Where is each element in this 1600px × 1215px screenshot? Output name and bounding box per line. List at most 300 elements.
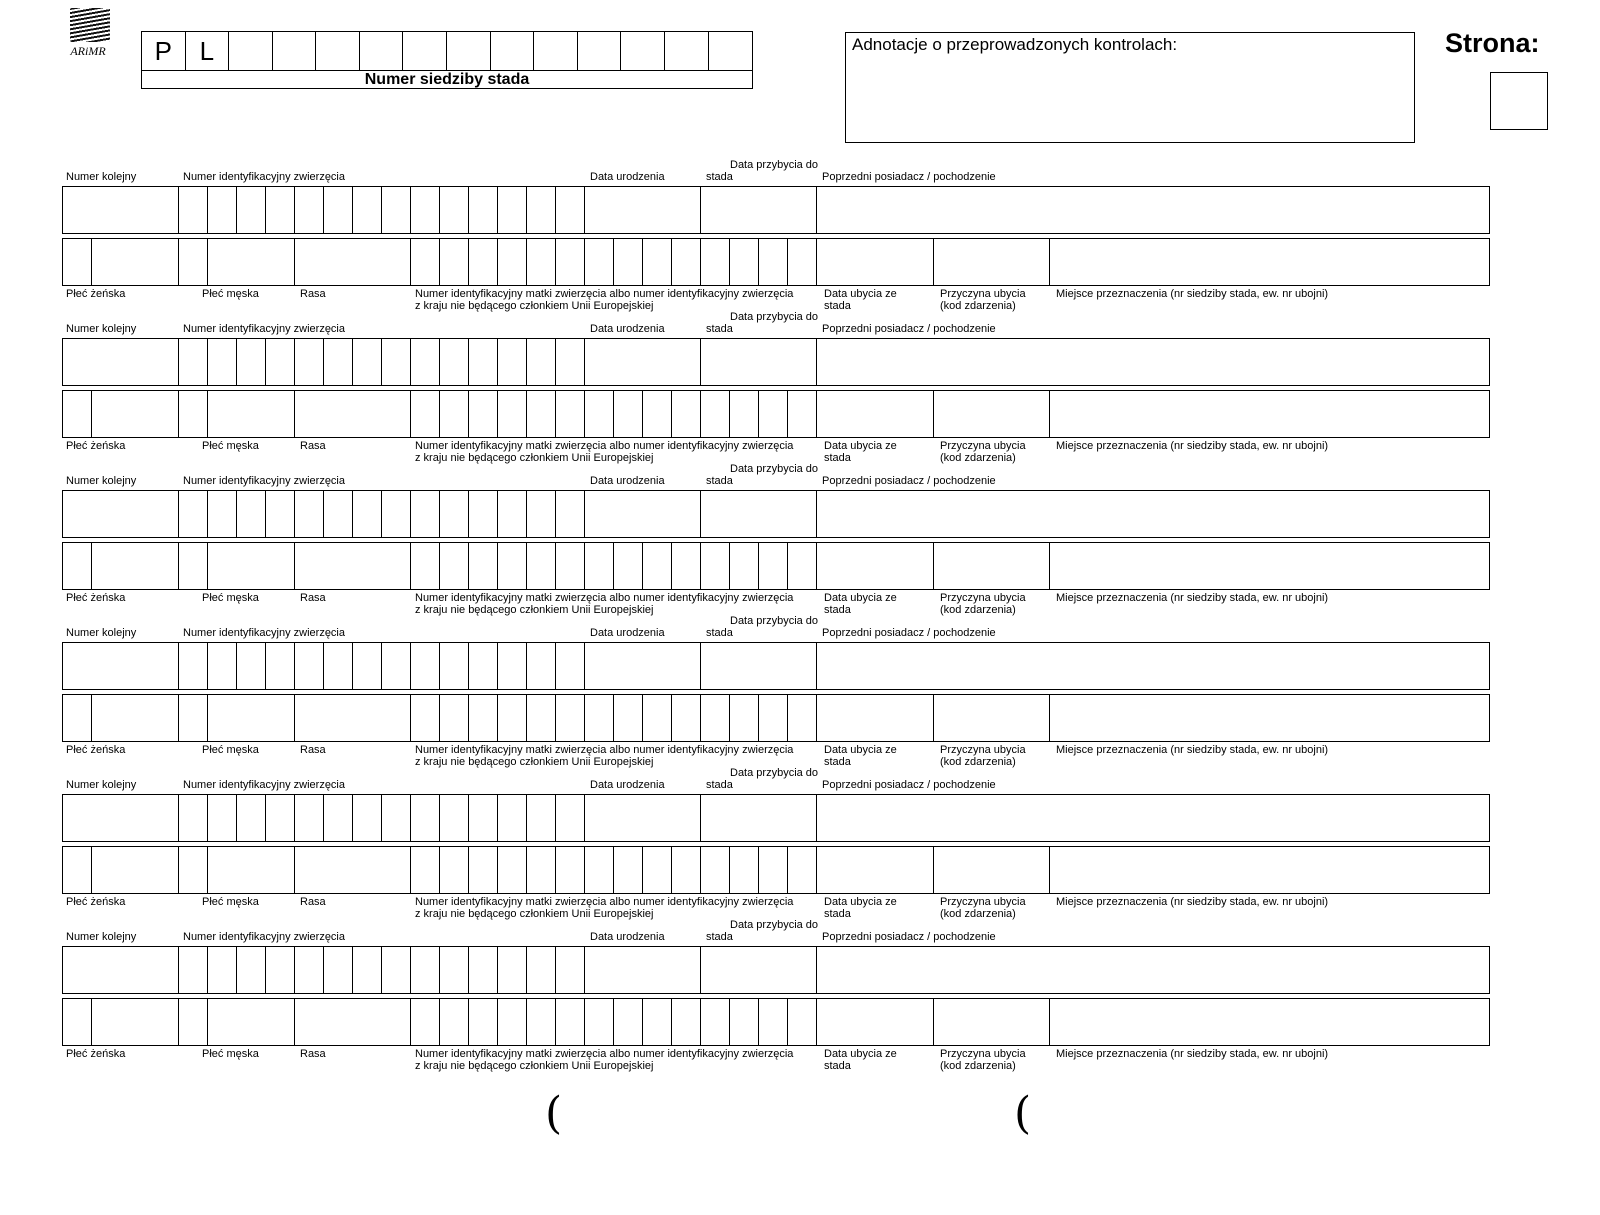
cell-divider <box>1049 391 1050 437</box>
arrival-date-label-cont: stada <box>706 627 733 639</box>
cell-divider <box>439 491 440 537</box>
cell-divider <box>323 795 324 841</box>
cell-divider <box>729 999 730 1045</box>
cell-divider <box>352 643 353 689</box>
cell-divider <box>468 491 469 537</box>
cell-divider <box>323 643 324 689</box>
arrival-date-label: Data przybycia do <box>730 919 819 931</box>
removal-reason-label: Przyczyna ubycia <box>940 744 1026 756</box>
cell-divider <box>729 543 730 589</box>
female-label: Płeć żeńska <box>66 440 126 452</box>
cell-divider <box>584 847 585 893</box>
removal-date-label: Data ubycia ze <box>824 592 897 604</box>
removal-reason-label: Przyczyna ubycia <box>940 896 1026 908</box>
cell-divider <box>526 543 527 589</box>
cell-divider <box>236 339 237 385</box>
cell-divider <box>1049 999 1050 1045</box>
record-row-top[interactable] <box>62 794 1490 842</box>
cell-divider <box>352 187 353 233</box>
breed-label: Rasa <box>300 592 326 604</box>
cell-divider <box>729 239 730 285</box>
cell-divider <box>410 187 411 233</box>
cell-divider <box>729 695 730 741</box>
cell-divider <box>787 695 788 741</box>
cell-divider <box>816 543 817 589</box>
cell-divider <box>468 187 469 233</box>
cell-divider <box>526 643 527 689</box>
cell-divider <box>410 795 411 841</box>
removal-reason-label-cont: (kod zdarzenia) <box>940 908 1016 920</box>
cell-divider <box>526 695 527 741</box>
mother-id-label-cont: z kraju nie będącego członkiem Unii Europejskiej <box>415 604 654 616</box>
mother-id-label-cont: z kraju nie będącego członkiem Unii Europejskiej <box>415 452 654 464</box>
seq-no-label: Numer kolejny <box>66 627 137 639</box>
cell-divider <box>294 643 295 689</box>
cell-divider <box>410 999 411 1045</box>
cell-divider <box>671 239 672 285</box>
destination-label: Miejsce przeznaczenia (nr siedziby stada, ew. nr ubojni) <box>1056 744 1329 756</box>
cell-divider <box>526 795 527 841</box>
record-row-bottom[interactable] <box>62 846 1490 894</box>
cell-divider <box>497 643 498 689</box>
cell-divider <box>700 695 701 741</box>
cell-divider <box>381 491 382 537</box>
cell-divider <box>91 391 92 437</box>
cell-divider <box>439 999 440 1045</box>
arrival-date-label: Data przybycia do <box>730 311 819 323</box>
prev-owner-label: Poprzedni posiadacz / pochodzenie <box>822 323 996 335</box>
removal-reason-label-cont: (kod zdarzenia) <box>940 300 1016 312</box>
cell-divider <box>410 947 411 993</box>
arrival-date-label-cont: stada <box>706 475 733 487</box>
removal-reason-label: Przyczyna ubycia <box>940 288 1026 300</box>
mother-id-label-cont: z kraju nie będącego członkiem Unii Europejskiej <box>415 756 654 768</box>
cell-divider <box>439 847 440 893</box>
cell-divider <box>352 339 353 385</box>
cell-divider <box>584 339 585 385</box>
removal-date-label-cont: stada <box>824 1060 851 1072</box>
cell-divider <box>323 339 324 385</box>
cell-divider <box>526 391 527 437</box>
cell-divider <box>758 695 759 741</box>
cell-divider <box>265 187 266 233</box>
record-row-top[interactable] <box>62 490 1490 538</box>
cell-divider <box>526 239 527 285</box>
cell-divider <box>787 847 788 893</box>
herd-number-cell[interactable] <box>316 32 360 70</box>
cell-divider <box>816 491 817 537</box>
cell-divider <box>352 491 353 537</box>
cell-divider <box>294 491 295 537</box>
cell-divider <box>526 847 527 893</box>
removal-reason-label-cont: (kod zdarzenia) <box>940 604 1016 616</box>
herd-number-cell[interactable] <box>665 32 709 70</box>
birth-date-label: Data urodzenia <box>590 323 665 335</box>
cell-divider <box>207 795 208 841</box>
cell-divider <box>178 391 179 437</box>
animal-id-label: Numer identyfikacyjny zwierzęcia <box>183 475 345 487</box>
cell-divider <box>584 391 585 437</box>
cell-divider <box>207 643 208 689</box>
cell-divider <box>468 391 469 437</box>
cell-divider <box>613 391 614 437</box>
herd-number-label: Numer siedziby stada <box>364 71 530 88</box>
male-label: Płeć męska <box>202 440 259 452</box>
cell-divider <box>700 491 701 537</box>
cell-divider <box>729 391 730 437</box>
cell-divider <box>497 339 498 385</box>
removal-date-label: Data ubycia ze <box>824 1048 897 1060</box>
mother-id-label: Numer identyfikacyjny matki zwierzęcia albo numer identyfikacyjny zwierzęcia <box>415 896 794 908</box>
cell-divider <box>178 795 179 841</box>
record-row-top[interactable] <box>62 946 1490 994</box>
removal-reason-label-cont: (kod zdarzenia) <box>940 452 1016 464</box>
destination-label: Miejsce przeznaczenia (nr siedziby stada, ew. nr ubojni) <box>1056 592 1329 604</box>
cell-divider <box>816 795 817 841</box>
cell-divider <box>294 847 295 893</box>
herd-number-cells <box>142 32 752 71</box>
cell-divider <box>178 491 179 537</box>
female-label: Płeć żeńska <box>66 288 126 300</box>
prev-owner-label: Poprzedni posiadacz / pochodzenie <box>822 171 996 183</box>
cell-divider <box>178 239 179 285</box>
herd-number-cell[interactable] <box>403 32 447 70</box>
male-label: Płeć męska <box>202 1048 259 1060</box>
cell-divider <box>671 391 672 437</box>
cell-divider <box>323 491 324 537</box>
cell-divider <box>671 999 672 1045</box>
cell-divider <box>439 391 440 437</box>
cell-divider <box>700 543 701 589</box>
cell-divider <box>381 643 382 689</box>
removal-date-label-cont: stada <box>824 756 851 768</box>
herd-number-cell[interactable] <box>360 32 404 70</box>
cell-divider <box>468 795 469 841</box>
herd-number-cell[interactable] <box>447 32 491 70</box>
cell-divider <box>584 239 585 285</box>
removal-date-label: Data ubycia ze <box>824 744 897 756</box>
mother-id-label: Numer identyfikacyjny matki zwierzęcia albo numer identyfikacyjny zwierzęcia <box>415 1048 794 1060</box>
herd-number-cell[interactable] <box>491 32 535 70</box>
cell-divider <box>207 847 208 893</box>
cell-divider <box>526 999 527 1045</box>
cell-divider <box>497 847 498 893</box>
cell-divider <box>410 543 411 589</box>
cell-divider <box>207 239 208 285</box>
female-label: Płeć żeńska <box>66 744 126 756</box>
cell-divider <box>497 239 498 285</box>
cell-divider <box>91 695 92 741</box>
breed-label: Rasa <box>300 288 326 300</box>
cell-divider <box>584 947 585 993</box>
mother-id-label: Numer identyfikacyjny matki zwierzęcia albo numer identyfikacyjny zwierzęcia <box>415 744 794 756</box>
cell-divider <box>439 543 440 589</box>
cell-divider <box>758 999 759 1045</box>
cell-divider <box>555 795 556 841</box>
prev-owner-label: Poprzedni posiadacz / pochodzenie <box>822 931 996 943</box>
birth-date-label: Data urodzenia <box>590 475 665 487</box>
cell-divider <box>642 391 643 437</box>
arrival-date-label: Data przybycia do <box>730 463 819 475</box>
cell-divider <box>816 391 817 437</box>
breed-label: Rasa <box>300 896 326 908</box>
cell-divider <box>816 187 817 233</box>
cell-divider <box>178 947 179 993</box>
removal-reason-label: Przyczyna ubycia <box>940 440 1026 452</box>
cell-divider <box>91 239 92 285</box>
record-row-bottom[interactable] <box>62 238 1490 286</box>
page-number-box[interactable] <box>1490 72 1548 130</box>
cell-divider <box>381 339 382 385</box>
male-label: Płeć męska <box>202 592 259 604</box>
cell-divider <box>265 339 266 385</box>
cell-divider <box>294 339 295 385</box>
breed-label: Rasa <box>300 1048 326 1060</box>
cell-divider <box>816 947 817 993</box>
cell-divider <box>700 239 701 285</box>
cell-divider <box>207 695 208 741</box>
herd-number-cell[interactable] <box>709 32 753 70</box>
record-row-top[interactable] <box>62 642 1490 690</box>
cell-divider <box>671 543 672 589</box>
cell-divider <box>294 999 295 1045</box>
cell-divider <box>323 947 324 993</box>
cell-divider <box>555 999 556 1045</box>
cell-divider <box>236 643 237 689</box>
cell-divider <box>613 695 614 741</box>
cell-divider <box>584 643 585 689</box>
removal-date-label: Data ubycia ze <box>824 440 897 452</box>
birth-date-label: Data urodzenia <box>590 931 665 943</box>
annotations-label: Adnotacje o przeprowadzonych kontrolach: <box>852 35 1178 54</box>
mother-id-label: Numer identyfikacyjny matki zwierzęcia albo numer identyfikacyjny zwierzęcia <box>415 592 794 604</box>
arrival-date-label: Data przybycia do <box>730 159 819 171</box>
mother-id-label-cont: z kraju nie będącego członkiem Unii Europejskiej <box>415 1060 654 1072</box>
cell-divider <box>468 947 469 993</box>
cell-divider <box>178 847 179 893</box>
cell-divider <box>410 643 411 689</box>
cell-divider <box>700 999 701 1045</box>
cell-divider <box>555 643 556 689</box>
removal-reason-label: Przyczyna ubycia <box>940 592 1026 604</box>
cell-divider <box>758 847 759 893</box>
cell-divider <box>207 947 208 993</box>
cell-divider <box>207 543 208 589</box>
cell-divider <box>758 391 759 437</box>
male-label: Płeć męska <box>202 744 259 756</box>
cell-divider <box>410 695 411 741</box>
cell-divider <box>352 795 353 841</box>
cell-divider <box>933 543 934 589</box>
destination-label: Miejsce przeznaczenia (nr siedziby stada, ew. nr ubojni) <box>1056 288 1329 300</box>
cell-divider <box>584 795 585 841</box>
prev-owner-label: Poprzedni posiadacz / pochodzenie <box>822 475 996 487</box>
removal-date-label: Data ubycia ze <box>824 288 897 300</box>
mother-id-label: Numer identyfikacyjny matki zwierzęcia albo numer identyfikacyjny zwierzęcia <box>415 440 794 452</box>
cell-divider <box>584 695 585 741</box>
cell-divider <box>207 339 208 385</box>
cell-divider <box>236 947 237 993</box>
cell-divider <box>933 999 934 1045</box>
animal-id-label: Numer identyfikacyjny zwierzęcia <box>183 171 345 183</box>
cell-divider <box>265 643 266 689</box>
annotations-box[interactable] <box>845 32 1415 143</box>
cell-divider <box>468 239 469 285</box>
cell-divider <box>497 695 498 741</box>
cell-divider <box>584 491 585 537</box>
cell-divider <box>933 847 934 893</box>
cell-divider <box>265 491 266 537</box>
cell-divider <box>613 999 614 1045</box>
cell-divider <box>642 239 643 285</box>
cell-divider <box>933 239 934 285</box>
cell-divider <box>439 643 440 689</box>
arimr-logo-icon <box>70 8 110 42</box>
cell-divider <box>439 695 440 741</box>
birth-date-label: Data urodzenia <box>590 779 665 791</box>
cell-divider <box>700 643 701 689</box>
arrival-date-label-cont: stada <box>706 931 733 943</box>
seq-no-label: Numer kolejny <box>66 475 137 487</box>
cell-divider <box>410 847 411 893</box>
removal-reason-label-cont: (kod zdarzenia) <box>940 1060 1016 1072</box>
cell-divider <box>671 847 672 893</box>
herd-number-cell[interactable] <box>578 32 622 70</box>
breed-label: Rasa <box>300 440 326 452</box>
cell-divider <box>613 847 614 893</box>
cell-divider <box>787 543 788 589</box>
cell-divider <box>439 239 440 285</box>
removal-date-label-cont: stada <box>824 908 851 920</box>
seq-no-label: Numer kolejny <box>66 323 137 335</box>
cell-divider <box>642 999 643 1045</box>
cell-divider <box>207 491 208 537</box>
cell-divider <box>265 795 266 841</box>
female-label: Płeć żeńska <box>66 592 126 604</box>
prev-owner-label: Poprzedni posiadacz / pochodzenie <box>822 779 996 791</box>
cell-divider <box>410 491 411 537</box>
cell-divider <box>700 947 701 993</box>
hole-mark-right: ( <box>1014 1088 1032 1139</box>
cell-divider <box>758 543 759 589</box>
arrival-date-label: Data przybycia do <box>730 615 819 627</box>
cell-divider <box>555 491 556 537</box>
breed-label: Rasa <box>300 744 326 756</box>
seq-no-label: Numer kolejny <box>66 931 137 943</box>
cell-divider <box>294 239 295 285</box>
mother-id-label: Numer identyfikacyjny matki zwierzęcia albo numer identyfikacyjny zwierzęcia <box>415 288 794 300</box>
female-label: Płeć żeńska <box>66 896 126 908</box>
removal-date-label: Data ubycia ze <box>824 896 897 908</box>
cell-divider <box>787 239 788 285</box>
cell-divider <box>1049 543 1050 589</box>
cell-divider <box>207 187 208 233</box>
record-row-bottom[interactable] <box>62 542 1490 590</box>
arrival-date-label-cont: stada <box>706 779 733 791</box>
animal-id-label: Numer identyfikacyjny zwierzęcia <box>183 323 345 335</box>
cell-divider <box>584 999 585 1045</box>
cell-divider <box>439 947 440 993</box>
cell-divider <box>468 543 469 589</box>
cell-divider <box>294 391 295 437</box>
logo-text: ARiMR <box>70 44 106 58</box>
arrival-date-label-cont: stada <box>706 323 733 335</box>
cell-divider <box>497 187 498 233</box>
cell-divider <box>294 795 295 841</box>
cell-divider <box>439 339 440 385</box>
cell-divider <box>526 491 527 537</box>
cell-divider <box>439 187 440 233</box>
cell-divider <box>352 947 353 993</box>
cell-divider <box>555 543 556 589</box>
record-row-top[interactable] <box>62 186 1490 234</box>
cell-divider <box>381 795 382 841</box>
page-label: Strona: <box>1445 28 1540 58</box>
cell-divider <box>294 543 295 589</box>
cell-divider <box>91 543 92 589</box>
removal-date-label-cont: stada <box>824 604 851 616</box>
herd-number-cell[interactable] <box>229 32 273 70</box>
cell-divider <box>787 391 788 437</box>
cell-divider <box>816 847 817 893</box>
removal-reason-label: Przyczyna ubycia <box>940 1048 1026 1060</box>
herd-number-cell[interactable]: L <box>186 32 230 70</box>
cell-divider <box>700 847 701 893</box>
cell-divider <box>555 847 556 893</box>
cell-divider <box>468 847 469 893</box>
removal-date-label-cont: stada <box>824 452 851 464</box>
cell-divider <box>816 339 817 385</box>
record-row-bottom[interactable] <box>62 390 1490 438</box>
destination-label: Miejsce przeznaczenia (nr siedziby stada, ew. nr ubojni) <box>1056 1048 1329 1060</box>
cell-divider <box>1049 239 1050 285</box>
cell-divider <box>526 947 527 993</box>
cell-divider <box>700 187 701 233</box>
cell-divider <box>816 695 817 741</box>
herd-number-field <box>141 31 753 89</box>
destination-label: Miejsce przeznaczenia (nr siedziby stada, ew. nr ubojni) <box>1056 440 1329 452</box>
cell-divider <box>497 999 498 1045</box>
cell-divider <box>700 391 701 437</box>
mother-id-label-cont: z kraju nie będącego członkiem Unii Europejskiej <box>415 300 654 312</box>
record-row-bottom[interactable] <box>62 694 1490 742</box>
cell-divider <box>933 695 934 741</box>
record-row-bottom[interactable] <box>62 998 1490 1046</box>
cell-divider <box>816 643 817 689</box>
herd-number-cell[interactable] <box>534 32 578 70</box>
cell-divider <box>178 643 179 689</box>
record-row-top[interactable] <box>62 338 1490 386</box>
cell-divider <box>91 999 92 1045</box>
cell-divider <box>91 847 92 893</box>
cell-divider <box>207 391 208 437</box>
herd-number-cell[interactable] <box>621 32 665 70</box>
cell-divider <box>613 239 614 285</box>
destination-label: Miejsce przeznaczenia (nr siedziby stada, ew. nr ubojni) <box>1056 896 1329 908</box>
cell-divider <box>497 795 498 841</box>
cell-divider <box>468 643 469 689</box>
animal-id-label: Numer identyfikacyjny zwierzęcia <box>183 779 345 791</box>
cell-divider <box>381 947 382 993</box>
cell-divider <box>526 187 527 233</box>
prev-owner-label: Poprzedni posiadacz / pochodzenie <box>822 627 996 639</box>
cell-divider <box>410 239 411 285</box>
cell-divider <box>729 847 730 893</box>
herd-number-cell[interactable] <box>273 32 317 70</box>
herd-number-cell[interactable]: P <box>142 32 186 70</box>
arrival-date-label-cont: stada <box>706 171 733 183</box>
arrival-date-label: Data przybycia do <box>730 767 819 779</box>
